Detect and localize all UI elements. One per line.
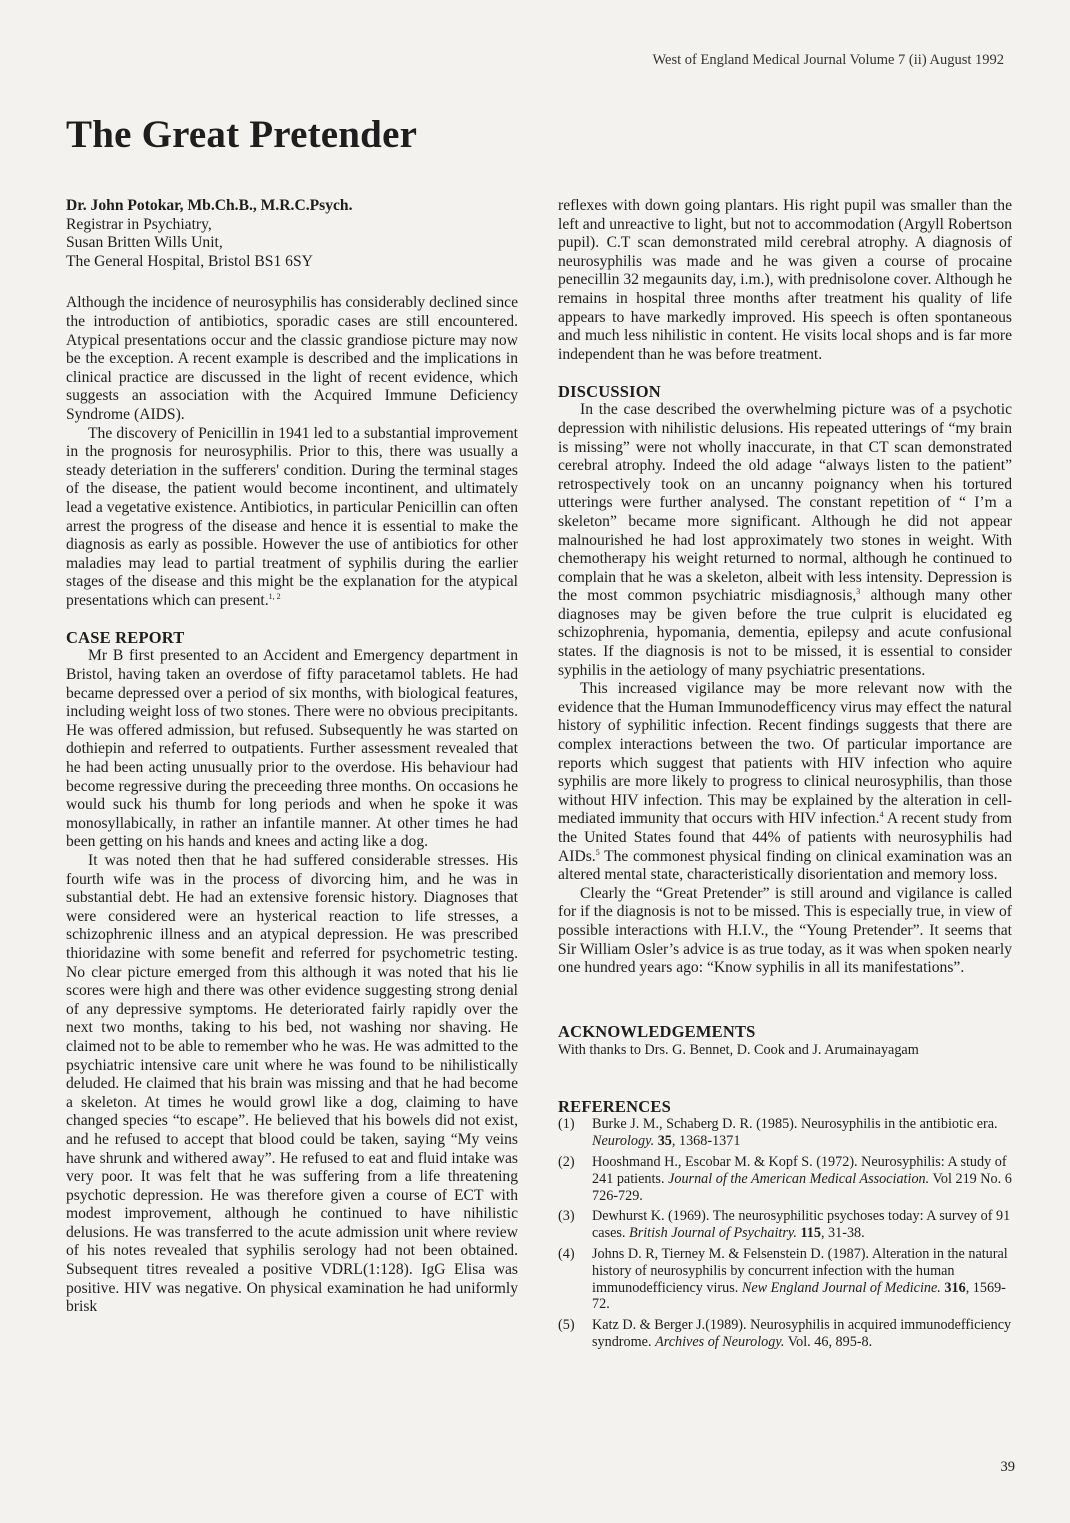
reference-item bbox=[558, 1154, 1012, 1204]
discussion-text: In the case described the overwhelming picture was of a psychotic depression with nihilistic delusions. His repeated utterings of “my brain is missing” were not wholly inaccurate, in that CT scan demonstrated cerebral atrophy. Indeed the old adage “always listen to the patient” retrospectively took on an uncanny poignancy when his tortured utterings were further analysed. The constant repetition of “ I’m a skeleton” became more significant. Although he did not appear malnourished he had lost approximately two stones in weight. With chemotherapy his weight returned to normal, although he continued to complain that he was a skeleton, albeit with less intensity. Depression is the most common psychiatric misdiagnosis, bbox=[558, 401, 1012, 605]
intro-paragraph bbox=[66, 425, 518, 611]
discussion-text: although many other diagnoses may be given before the true culprit is elucidated eg schizophrenia, hypomania, dementia, epilepsy and acute confusional states. If the diagnosis is not to be missed, it is essential to consider syphilis in the aetiology of many psychiatric presentations. bbox=[558, 587, 1012, 679]
reference-item bbox=[558, 1317, 1012, 1351]
reference-item bbox=[558, 1246, 1012, 1313]
reference-journal: British Journal of Psychaitry. bbox=[629, 1225, 797, 1242]
reference-item bbox=[558, 1116, 1012, 1150]
reference-pages: Vol. 46, 895-8. bbox=[784, 1333, 873, 1350]
reference-number: (5) bbox=[558, 1317, 575, 1334]
discussion-text: A recent study from the United States found that 44% of patients with neurosyphilis had AIDs. bbox=[558, 810, 1013, 865]
reference-pages: , 31-38. bbox=[820, 1225, 865, 1242]
reference-number: (3) bbox=[558, 1208, 575, 1225]
citation-5: 5 bbox=[595, 847, 600, 857]
discussion-text: This increased vigilance may be more relevant now with the evidence that the Human Immunodefficency virus may effect the natural history of syphilitic infection. Recent findings suggests that there are complex interactions between the two. Of particular importance are reports which suggest that patients with HIV infection who aquire syphilis are more likely to progress to clinical neurosyphilis, than those without HIV infection. This may be explained by the alteration in cell-mediated immunity that occurs with HIV infection. bbox=[558, 680, 1012, 828]
reference-journal: Archives of Neurology. bbox=[655, 1333, 785, 1350]
author-name: Dr. John Potokar, Mb.Ch.B., M.R.C.Psych. bbox=[66, 197, 353, 214]
reference-text bbox=[592, 1246, 1012, 1313]
references-heading: REFERENCES bbox=[558, 1097, 671, 1117]
left-column bbox=[66, 197, 518, 1317]
journal-header: West of England Medical Journal Volume 7 (ii) August 1992 bbox=[652, 52, 1004, 68]
author-affiliation-line: The General Hospital, Bristol BS1 6SY bbox=[66, 252, 313, 270]
reference-authors: Dewhurst K. (1969). The neurosyphilitic psychoses today: A survey of 91 cases. bbox=[592, 1208, 1011, 1242]
discussion-paragraph-1 bbox=[558, 401, 1012, 680]
author-affiliation-line: Susan Britten Wills Unit, bbox=[66, 234, 223, 252]
case-report-heading: CASE REPORT bbox=[66, 628, 185, 648]
author-affiliation-line: Registrar in Psychiatry, bbox=[66, 215, 212, 233]
citation-3: 3 bbox=[856, 587, 861, 597]
reference-text bbox=[592, 1154, 1012, 1204]
reference-number: (4) bbox=[558, 1245, 575, 1262]
reference-journal: Neurology. bbox=[592, 1133, 655, 1150]
case-report-paragraph-3: reflexes with down going plantars. His right pupil was smaller than the left and unreactive to light, but not to accommodation (Argyll Robertson pupil). C.T scan demonstrated mild cerebral atrophy. A diagnosis of neurosyphilis was made and he was given a course of procaine penecillin 32 megaunits day, i.m.), with prednisolone cover. Although he remains in hospital three months after treatment his quality of life appears to have markedly improved. His speech is often spontaneous and much less nihilistic in content. He visits local shops and is far more independent than he was before treatment. bbox=[558, 197, 1012, 363]
reference-authors: Burke J. M., Schaberg D. R. (1985). Neurosyphilis in the antibiotic era. bbox=[592, 1116, 998, 1133]
reference-number: (2) bbox=[558, 1153, 575, 1170]
acknowledgements-heading: ACKNOWLEDGEMENTS bbox=[558, 1021, 756, 1041]
reference-pages: , 1368-1371 bbox=[671, 1133, 741, 1150]
intro-text: The discovery of Penicillin in 1941 led to a substantial improvement in the prognosis for neurosyphilis. Prior to this, there was usually a steady deteriation in the sufferers' condition. During the terminal stages of the disease, the patient would become incontinent, and ultimately lead a vegetative existence. Antibiotics, in particular Penicillin can often arrest the progress of the disease and hence it is essential to make the diagnosis as early as possible. However the use of antibiotics for other maladies may lead to partial treatment of syphilis during the earlier stages of the disease and this might be the explanation for the atypical presentations which can present. bbox=[66, 424, 518, 609]
reference-volume: 35 bbox=[654, 1133, 672, 1150]
reference-volume: 316 bbox=[940, 1279, 966, 1296]
discussion-text: The commonest physical finding on clinical examination was an altered mental state, characteristically disorientation and memory loss. bbox=[558, 847, 1012, 884]
author-block bbox=[66, 197, 518, 271]
reference-authors: Katz D. & Berger J.(1989). Neurosyphilis in acquired immunodefficiency syndrome. bbox=[592, 1317, 1012, 1350]
discussion-paragraph-3: Clearly the “Great Pretender” is still around and vigilance is called for if the diagnosis is not to be missed. This is especially true, in view of possible interactions with H.I.V., the “Young Pretender”. It seems that Sir William Osler’s advice is as true today, as it was when spoken nearly one hundred years ago: “Know syphilis in all its manifestations”. bbox=[558, 884, 1012, 977]
citation-4: 4 bbox=[879, 810, 884, 820]
discussion-heading: DISCUSSION bbox=[558, 382, 661, 402]
reference-pages: , 1569-72. bbox=[592, 1279, 1006, 1313]
reference-journal: Journal of the American Medical Association. bbox=[668, 1170, 930, 1187]
reference-authors: Hooshmand H., Escobar M. & Kopf S. (1972). Neurosyphilis: A study of 241 patients. bbox=[592, 1153, 1007, 1187]
case-report-paragraph-1: Mr B first presented to an Accident and Emergency department in Bristol, having taken an overdose of fifty paracetamol tablets. He had became depressed over a period of six months, with biological features, including weight loss of two stones. There were no obvious precipitants. He was offered admission, but refused. Subsequently he was started on dothiepin and referred to outpatients. Further assessment revealed that he had been acting unusually prior to the overdose. His behaviour had become regressive during the preceeding three months. On occasions he would suck his thumb for long periods and when he spoke it was monosyllabically, in rather an infantile manner. At other times he had been getting on his hands and knees and acting like a dog. bbox=[66, 647, 518, 851]
page-number: 39 bbox=[1000, 1459, 1015, 1475]
right-column bbox=[558, 197, 1012, 1355]
references-list bbox=[558, 1116, 1012, 1350]
case-report-paragraph-2: It was noted then that he had suffered considerable stresses. His fourth wife was in the process of divorcing him, and he was in substantial debt. He had an extensive forensic history. Diagnoses that were considered were an hysterical reaction to life stresses, a schizophrenic illness and an atypical depression. He was prescribed thioridazine with some benefit and referred for psychometric testing. No clear picture emerged from this although it was noted that his lie scores were high and there was other evidence suggesting strong denial of any depressive symptoms. He deteriorated fairly rapidly over the next two months, taking to his bed, not washing nor shaving. He claimed not to be able to remember who he was. He was admitted to the psychiatric intensive care unit where he was found to be nihilistically deluded. He claimed that his brain was missing and that he had become a skeleton. At times he would growl like a dog, claiming to have changed species “to escape”. He believed that his bowels did not exist, and he refused to accept that blood could be taken, saying “My veins have shrunk and withered away”. He refused to eat and fluid intake was very poor. It was felt that he was suffering from a life threatening psychotic depression. He was therefore given a course of ECT with modest improvement, although he continued to have nihilistic delusions. He was transferred to the acute admission unit where review of his notes revealed that syphilis serology had not been obtained. Subsequent titres revealed a positive VDRL(1:128). IgG Elisa was positive. HIV was negative. On physical examination he had uniformly brisk bbox=[66, 852, 518, 1316]
reference-volume: 115 bbox=[796, 1225, 821, 1242]
reference-pages: Vol 219 No. 6 726-729. bbox=[592, 1170, 1012, 1204]
reference-number: (1) bbox=[558, 1116, 575, 1133]
article-title: The Great Pretender bbox=[66, 113, 418, 156]
acknowledgements-text: With thanks to Drs. G. Bennet, D. Cook and J. Arumainayagam bbox=[558, 1041, 919, 1058]
reference-text bbox=[592, 1116, 1012, 1150]
discussion-paragraph-2 bbox=[558, 680, 1012, 885]
reference-authors: Johns D. R, Tierney M. & Felsenstein D. (1987). Alteration in the natural history of neurosyphilis by concurrent infection with the human immunodefficiency virus. bbox=[592, 1245, 1008, 1296]
reference-item bbox=[558, 1208, 1012, 1242]
reference-text bbox=[592, 1317, 1012, 1351]
reference-text bbox=[592, 1208, 1012, 1242]
intro-citation: 1, 2 bbox=[268, 591, 281, 601]
reference-journal: New England Journal of Medicine. bbox=[741, 1279, 941, 1296]
abstract-paragraph: Although the incidence of neurosyphilis has considerably declined since the introduction of antibiotics, sporadic cases are still encountered. Atypical presentations occur and the classic grandiose picture may now be the exception. A recent example is described and the implications in clinical practice are discussed in the light of recent evidence, which suggests an association with the Acquired Immune Deficiency Syndrome (AIDS). bbox=[66, 294, 518, 423]
